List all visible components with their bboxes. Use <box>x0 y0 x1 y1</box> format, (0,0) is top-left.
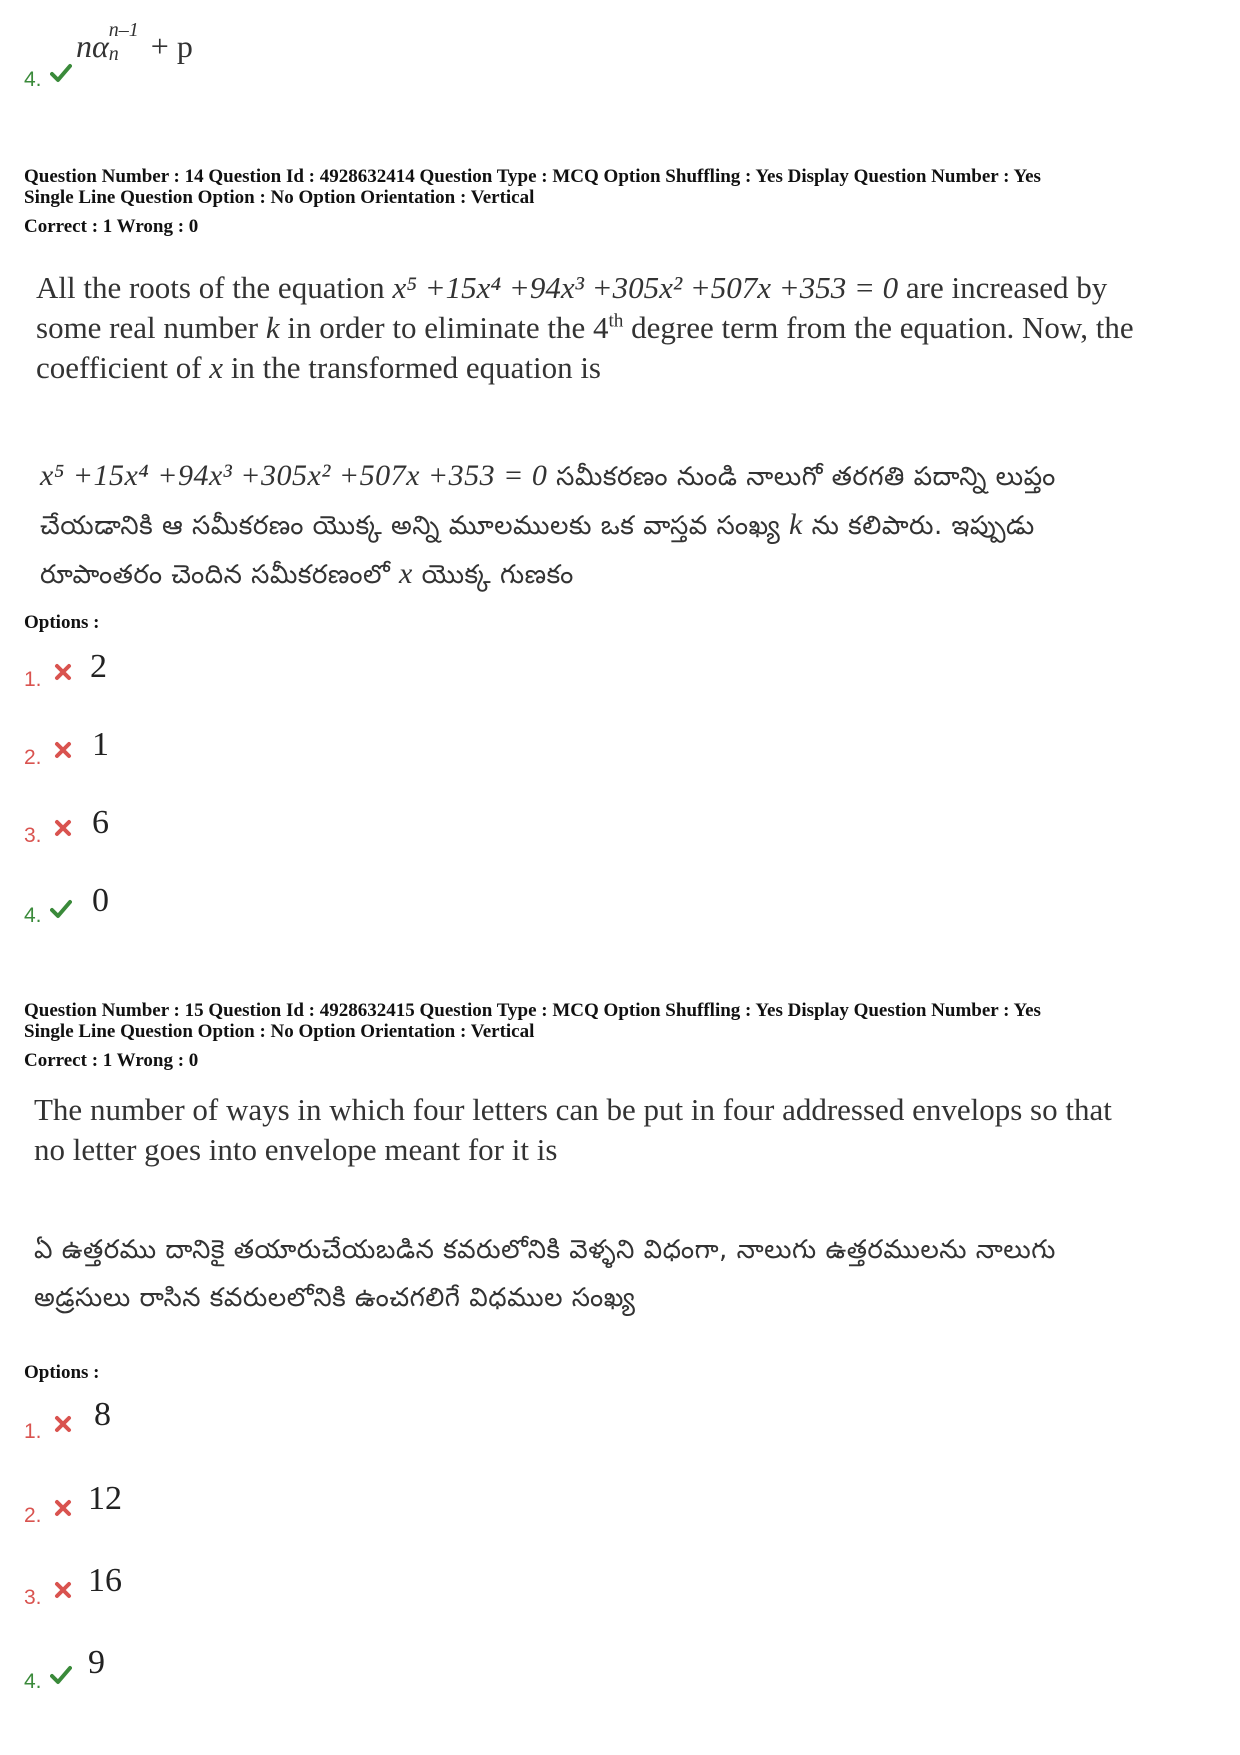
options-label: Options : <box>24 1362 100 1383</box>
option-formula: nα n–1 n + p <box>76 19 193 65</box>
option-value: 6 <box>92 804 109 841</box>
option-value: 2 <box>90 648 107 685</box>
option-number: 4. <box>24 68 42 91</box>
wrong-cross-icon <box>52 1579 74 1601</box>
correct-check-icon <box>50 898 72 920</box>
wrong-cross-icon <box>52 739 74 761</box>
option-number: 3. <box>24 1586 42 1609</box>
correct-check-icon <box>50 1664 72 1686</box>
option-value: 16 <box>88 1562 122 1599</box>
option-value: 9 <box>88 1644 105 1681</box>
marks-info: Correct : 1 Wrong : 0 <box>24 1050 199 1071</box>
wrong-cross-icon <box>52 661 74 683</box>
question-text-english: The number of ways in which four letters can be put in four addressed envelops so that no letter goes into envelope meant for it is <box>34 1092 1112 1167</box>
option-number: 1. <box>24 668 42 691</box>
option-number: 2. <box>24 746 42 769</box>
correct-check-icon <box>50 62 72 84</box>
wrong-cross-icon <box>52 1413 74 1435</box>
question-text-english: All the roots of the equation x⁵ +15x⁴ +94x³ +305x² +507x +353 = 0 are increased by some real number k in order to eliminate the 4th degree term from the equation. Now, the coefficient of x in the transformed equation is <box>36 270 1134 385</box>
option-number: 2. <box>24 1504 42 1527</box>
option-value: 12 <box>88 1480 122 1517</box>
options-label: Options : <box>24 612 100 633</box>
question-meta: Question Number : 14 Question Id : 4928632414 Question Type : MCQ Option Shuffling : Yes Display Question Number : Yes Single Line Question Option : No Option Orientation : Vertical <box>24 166 1041 208</box>
wrong-cross-icon <box>52 817 74 839</box>
option-number: 4. <box>24 904 42 927</box>
option-number: 3. <box>24 824 42 847</box>
question-text-telugu: ఏ ఉత్తరము దానికై తయారుచేయబడిన కవరులోనికి వెళ్ళని విధంగా, నాలుగు ఉత్తరములను నాలుగు అడ్రసులు రాసిన కవరులలోనికి ఉంచగలిగే విధముల సంఖ్య <box>34 1235 1056 1313</box>
wrong-cross-icon <box>52 1497 74 1519</box>
option-number: 1. <box>24 1420 42 1443</box>
marks-info: Correct : 1 Wrong : 0 <box>24 216 199 237</box>
question-text-telugu: x⁵ +15x⁴ +94x³ +305x² +507x +353 = 0 సమీకరణం నుండి నాలుగో తరగతి పదాన్ని లుప్తం చేయడానికి ఆ సమీకరణం యొక్క అన్ని మూలములకు ఒక వాస్తవ సంఖ్య k ను కలిపారు. ఇప్పుడు రూపాంతరం చెందిన సమీకరణంలో x యొక్క గుణకం <box>40 459 1056 590</box>
option-number: 4. <box>24 1670 42 1693</box>
question-meta: Question Number : 15 Question Id : 4928632415 Question Type : MCQ Option Shuffling : Yes Display Question Number : Yes Single Line Question Option : No Option Orientation : Vertical <box>24 1000 1041 1042</box>
option-value: 0 <box>92 882 109 919</box>
option-value: 1 <box>92 726 109 763</box>
option-value: 8 <box>94 1396 111 1433</box>
